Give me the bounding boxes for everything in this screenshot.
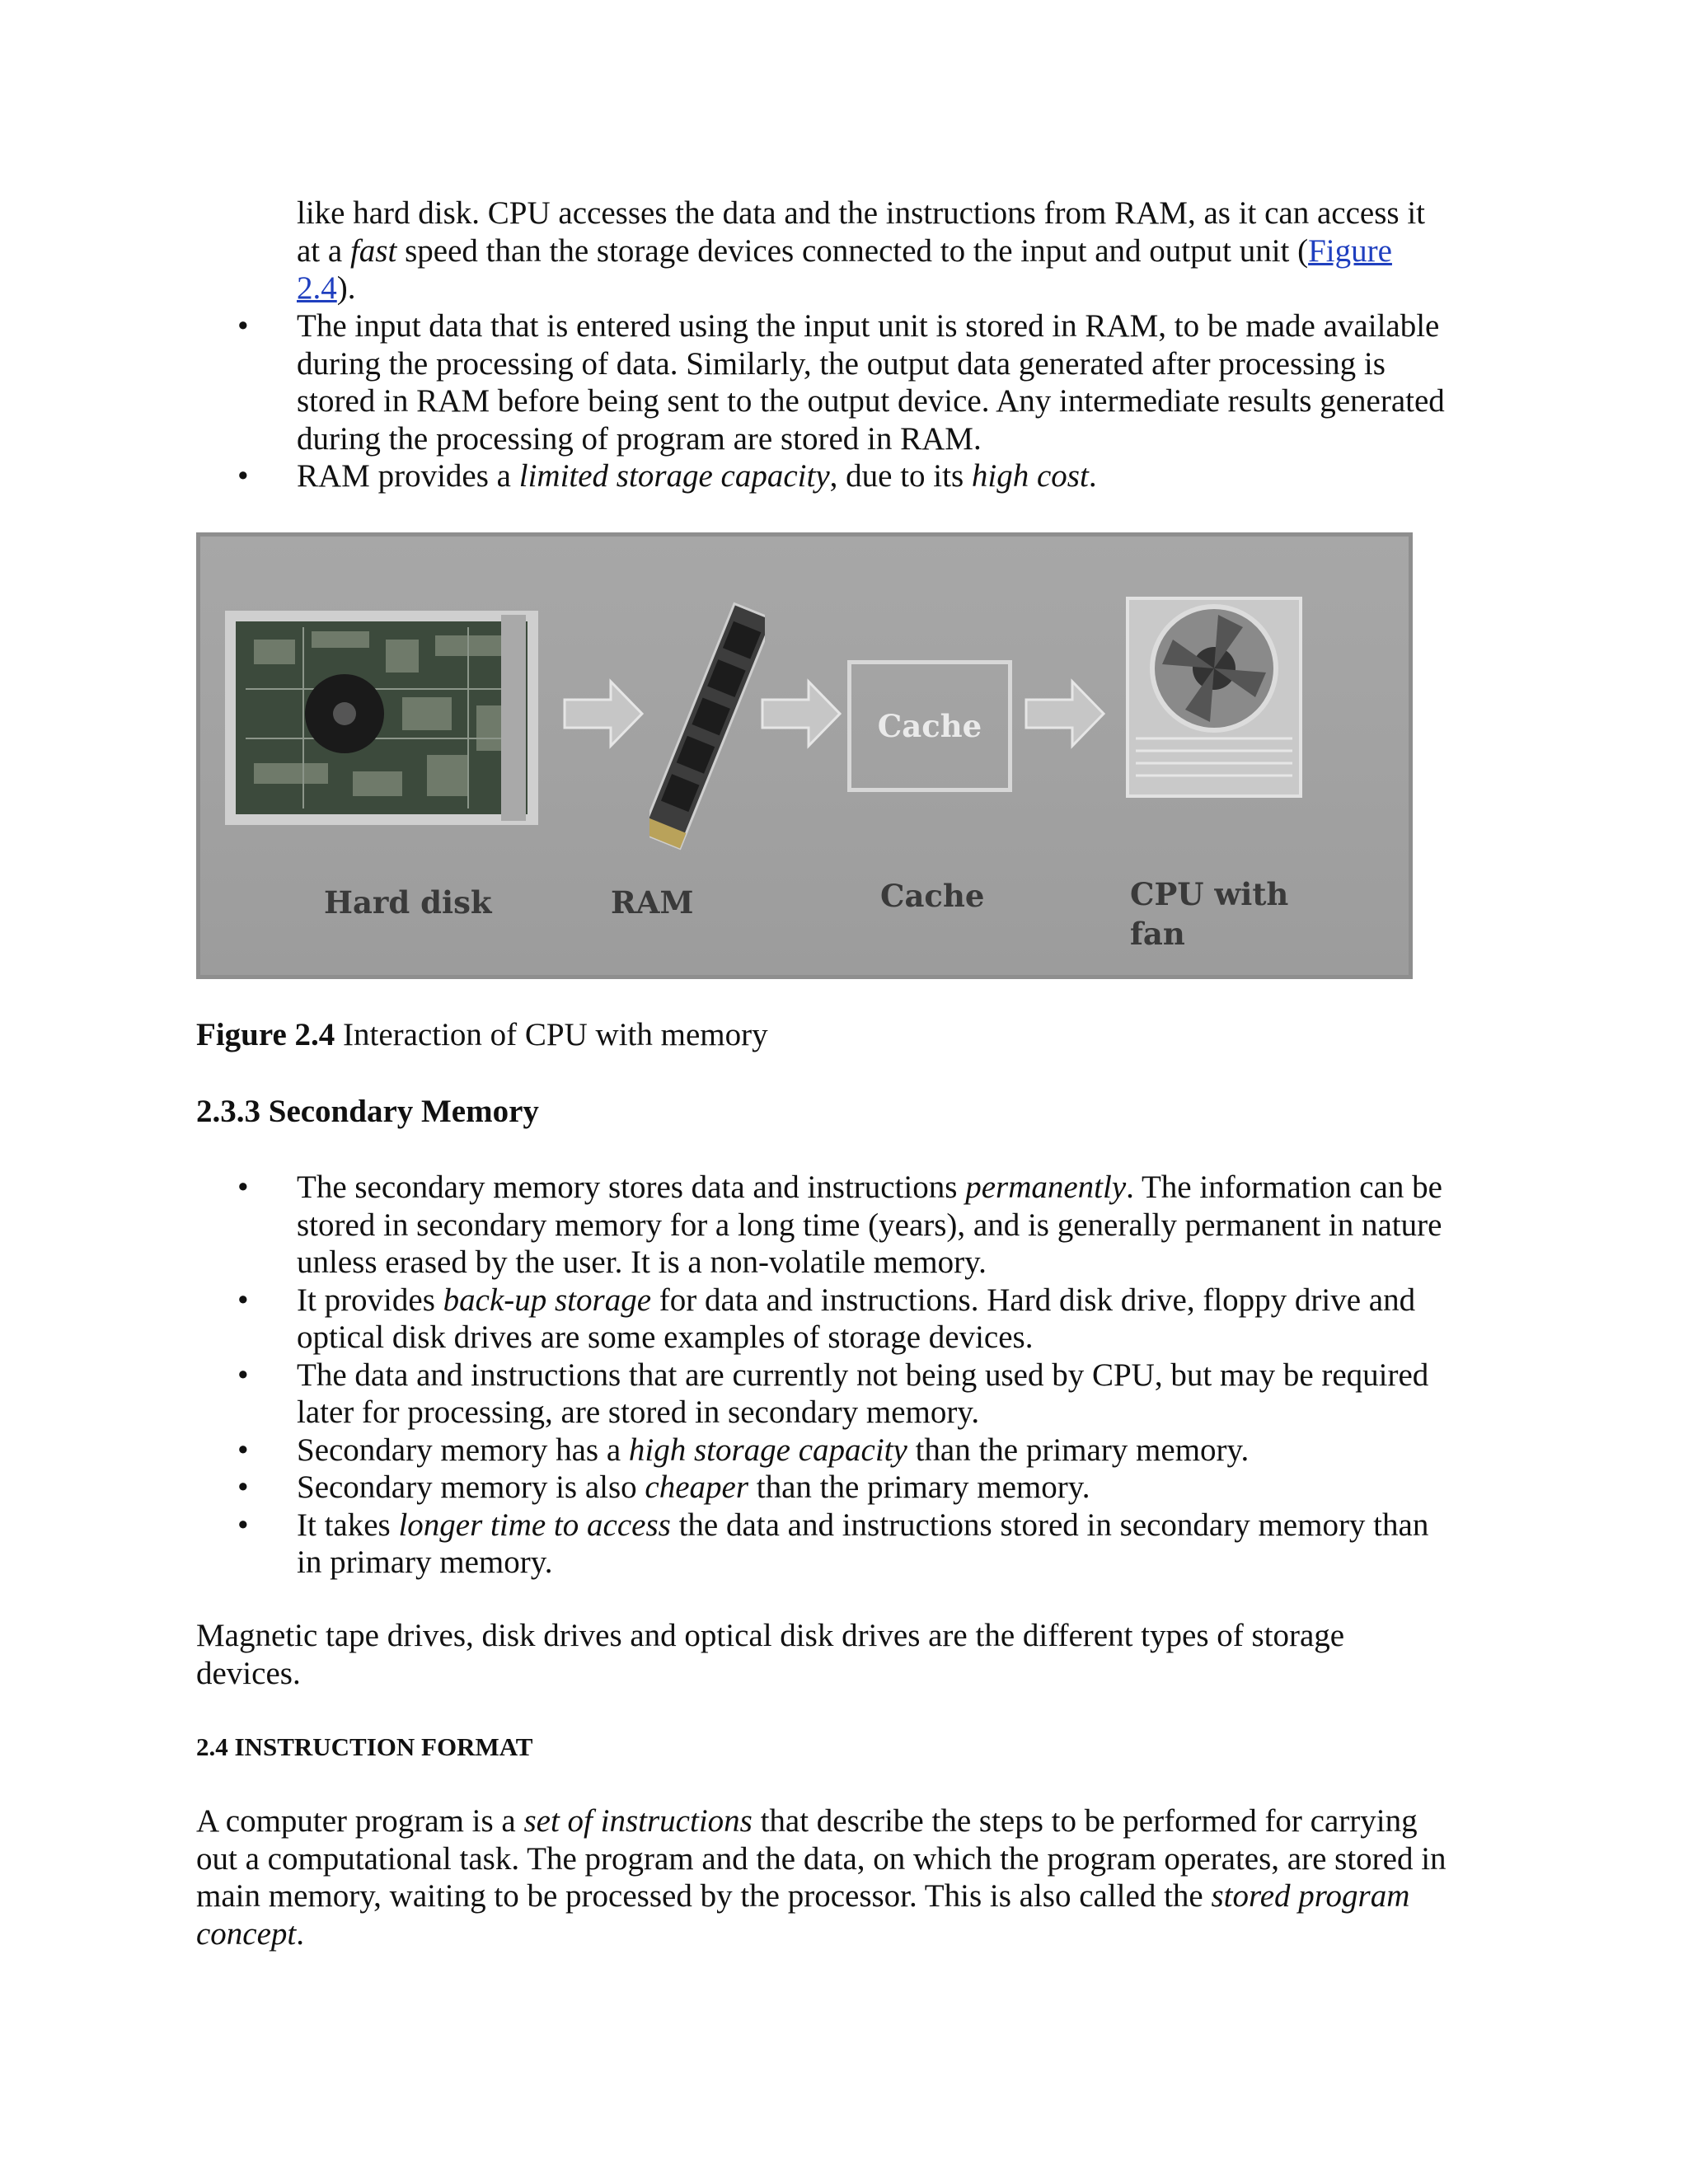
hard-disk-image xyxy=(221,607,542,829)
bullet-item: • RAM provides a limited storage capacity, due to its high cost. xyxy=(196,457,1482,495)
secondary-memory-bullets xyxy=(196,1169,1482,1582)
arrow-right-icon xyxy=(563,677,645,751)
bullet-item: • Secondary memory has a high storage capacity than the primary memory. xyxy=(196,1432,1482,1469)
storage-devices-paragraph: Magnetic tape drives, disk drives and optical disk drives are the different types of storage devices. xyxy=(196,1618,1345,1691)
label-hard-disk: Hard disk xyxy=(324,884,492,921)
text-line: at a fast speed than the storage devices connected to the input and output unit (Figure xyxy=(297,232,1392,269)
bullet-item: • It provides back-up storage for data and instructions. Hard disk drive, floppy drive and optical disk drives are some examples of storage devices. xyxy=(196,1282,1482,1357)
bullet-item: • The secondary memory stores data and instructions permanently. The information can be stored in secondary memory for a long time (years), and is generally permanent in nature unless erased by the user. It is a non-volatile memory. xyxy=(196,1169,1482,1282)
bullet-item: • Secondary memory is also cheaper than the primary memory. xyxy=(196,1469,1482,1507)
caption-label: Figure 2.4 xyxy=(196,1017,335,1052)
figure-link-number[interactable]: 2.4 xyxy=(297,270,337,306)
bullet-item: • The input data that is entered using the input unit is stored in RAM, to be made available during the processing of data. Similarly, the output data generated after processing is stored in RAM before being sent to the output device. Any intermediate results generated during the processing of program are stored in RAM. xyxy=(196,307,1482,457)
cache-box: Cache xyxy=(847,660,1012,792)
bullet-item: • The data and instructions that are currently not being used by CPU, but may be required later for processing, are stored in secondary memory. xyxy=(196,1357,1482,1432)
label-fan: fan xyxy=(1130,916,1185,952)
bullet-item: • It takes longer time to access the data and instructions stored in secondary memory than in primary memory. xyxy=(196,1507,1482,1582)
arrow-right-icon xyxy=(761,677,843,751)
label-ram: RAM xyxy=(611,884,694,921)
section-heading: 2.3.3 Secondary Memory xyxy=(196,1094,539,1129)
arrow-right-icon xyxy=(1025,677,1107,751)
figure-caption: Figure 2.4 Interaction of CPU with memory xyxy=(196,1017,768,1052)
figure-cpu-memory xyxy=(196,532,1413,979)
section-heading-instruction-format: 2.4 INSTRUCTION FORMAT xyxy=(196,1732,533,1761)
figure-link[interactable]: Figure xyxy=(1308,232,1392,269)
top-continuation xyxy=(297,194,1500,307)
cpu-fan-image xyxy=(1119,590,1309,804)
emphasis: fast xyxy=(349,232,397,269)
instruction-format-paragraph: A computer program is a set of instructions that describe the steps to be performed for carrying out a computational task. The program and the data, on which the program operates, are stored in main memory, waiting to be processed by the processor. This is also called the stored program concept. xyxy=(196,1803,1447,1952)
label-cache: Cache xyxy=(880,878,985,914)
text-line: like hard disk. CPU accesses the data and the instructions from RAM, as it can access it xyxy=(297,195,1425,231)
label-cpu-with: CPU with xyxy=(1130,876,1289,912)
ram-module-image xyxy=(649,594,765,858)
ram-bullet-list xyxy=(196,307,1482,495)
text-line: 2.4). xyxy=(297,270,356,306)
